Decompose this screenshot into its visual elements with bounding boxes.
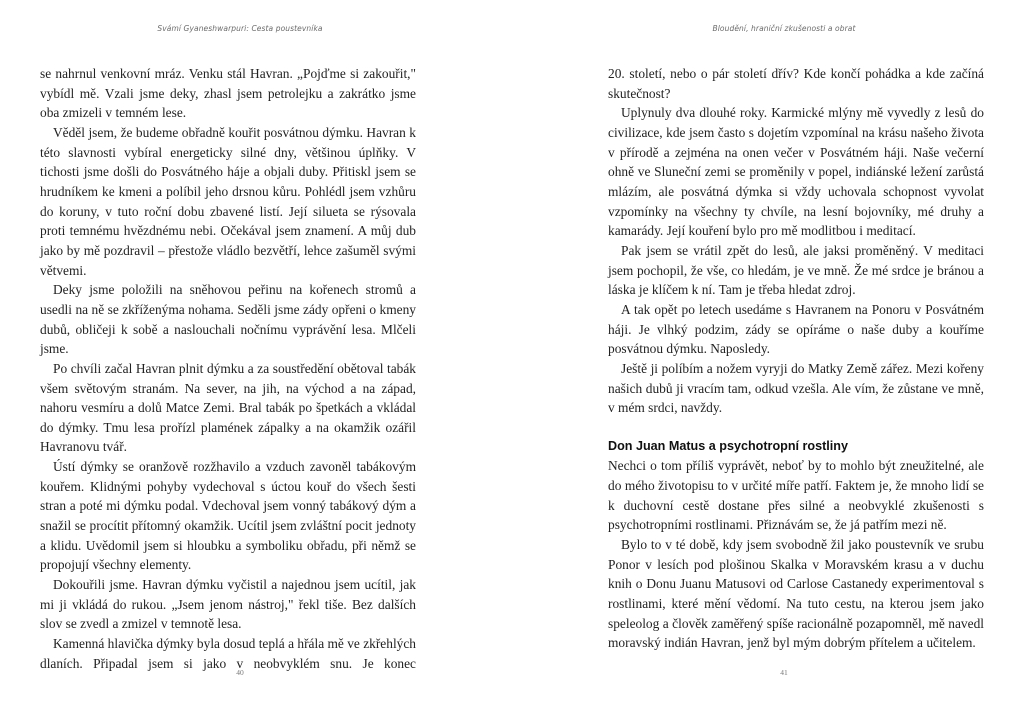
left-page-number: 40	[236, 668, 244, 677]
right-page	[512, 0, 1024, 726]
right-page-number: 41	[780, 668, 788, 677]
paragraph: Bylo to v té době, kdy jsem svobodně žil jako poustevník ve srubu Ponor v lesích pod plošinou Skalka v Moravském krasu a v duchu knih o Donu Juanu Matusovi od Carlose Castanedy experimentoval s rostlinami, které mění vědomí. Na tuto cestu, na kterou jsem jako speleolog a člověk zaměřený spíše racionálně pozapomněl, mě navedl moravský indián Havran, jenž byl mým dobrým přítelem a učitelem.	[608, 537, 984, 651]
paragraph: Po chvíli začal Havran plnit dýmku a za soustředění obětoval tabák všem světovým stranám. Na sever, na jih, na východ a na západ, nahoru vesmíru a dolů Matce Zemi. Bral tabák po špetkách a vkládal do dýmky. Tmu lesa prořízl plamének zápalky a na okamžik ozářil Havranovu tvář.	[40, 360, 416, 455]
paragraph: Ještě ji políbím a nožem vyryji do Matky Země zářez. Mezi kořeny našich dubů ji vracím tam, odkud vzešla. Ale vím, že zůstane ve mně, v mém srdci, navždy.	[608, 360, 984, 416]
left-text-block	[40, 64, 416, 673]
paragraph-continued: Kamenná hlavička dýmky byla dosud teplá a hřála mě ve zkřehlých dlaních. Připadal jsem si jako v neobvyklém snu. Je konec	[40, 636, 416, 671]
right-text-block	[608, 64, 984, 653]
paragraph: Deky jsme položili na sněhovou peřinu na kořenech stromů a usedli na ně se zkříženýma nohama. Seděli jsme zády opřeni o kmeny dubů, obličeji k sobě a naslouchali nočnímu vyprávění lesa. Mlčeli jsme.	[40, 282, 416, 357]
paragraph: se nahrnul venkovní mráz. Venku stál Havran. „Pojďme si zakouřit," vybídl mě. Vzali jsme deky, zhasl jsem petrolejku a zakrátko jsme oba zmizeli v temném lese.	[40, 66, 416, 121]
paragraph: Dokouřili jsme. Havran dýmku vyčistil a najednou jsem ucítil, jak mi ji vkládá do rukou. „Jsem jenom nástroj," řekl tiše. Bez dalších slov se zvedl a zmizel v temnotě lesa.	[40, 577, 416, 632]
paragraph: Nechci o tom příliš vyprávět, neboť by to mohlo být zneužitelné, ale do mého životopisu to v určité míře patří. Faktem je, že mnoho lidí se k duchovní cestě dostane přes silné a neobvyklé zkušenosti s psychotropními rostlinami. Přiznávám se, že já patřím mezi ně.	[608, 458, 984, 533]
paragraph: A tak opět po letech usedáme s Havranem na Ponoru v Posvátném háji. Je vlhký podzim, zády se opíráme o naše duby a kouříme posvátnou dýmku. Naposledy.	[608, 301, 984, 357]
right-running-head: Bloudění, hraniční zkušenosti a obrat	[712, 24, 856, 33]
left-running-head: Svámí Gyaneshwarpuri: Cesta poustevníka	[157, 24, 323, 33]
paragraph: 20. století, nebo o pár století dřív? Kde končí pohádka a kde začíná skutečnost?	[608, 66, 984, 101]
paragraph: Pak jsem se vrátil zpět do lesů, ale jaksi proměněný. V meditaci jsem pochopil, že vše, co hledám, je ve mně. Že mé srdce je bránou a láska je klíčem k ní. Tam je třeba hledat zdroj.	[608, 242, 984, 298]
section-heading: Don Juan Matus a psychotropní rostliny	[608, 438, 849, 453]
paragraph: Ústí dýmky se oranžově rozžhavilo a vzduch zavoněl tabákovým kouřem. Klidnými pohyby vydechoval s úctou kouř do všech šesti stran a poté mi dýmku podal. Vdechoval jsem vonný tabákový dým a snažil se procítit přítomný okamžik. Ucítil jsem zvláštní pocit jednoty a klidu. Uvědomil jsem si hloubku a symboliku obřadu, při němž se propojují všechny elementy.	[40, 459, 416, 573]
paragraph: Věděl jsem, že budeme obřadně kouřit posvátnou dýmku. Havran k této slavnosti vybíral energeticky silné dny, většinou úplňky. V tichosti jsme došli do Posvátného háje a objali duby. Přitiskl jsem se hrudníkem ke kmeni a políbil jeho drsnou kůru. Pohlédl jsem vzhůru do koruny, v tuto roční dobu zbavené listí. Její silueta se rýsovala proti temnému hvězdnému nebi. Očekával jsem znamení. A můj dub jako by mě pozdravil – přestože vládlo bezvětří, lehce zašuměl svými větvemi.	[40, 124, 416, 278]
paragraph: Uplynuly dva dlouhé roky. Karmické mlýny mě vyvedly z lesů do civilizace, kde jsem často s dojetím vzpomínal na krásu našeho života v přírodě a zejména na onen večer v Posvátném háji. Naše večerní ohně ve Sluneční zemi se proměnily v popel, indiánské ležení zarůstá mlázím, ale posvátná dýmka si vždy uchovala schopnost vyvolat vzpomínky na všechny ty chvíle, na lesní bojovníky, mé druhy a kamarády. Její kouření bylo pro mě modlitbou i meditací.	[608, 105, 984, 239]
